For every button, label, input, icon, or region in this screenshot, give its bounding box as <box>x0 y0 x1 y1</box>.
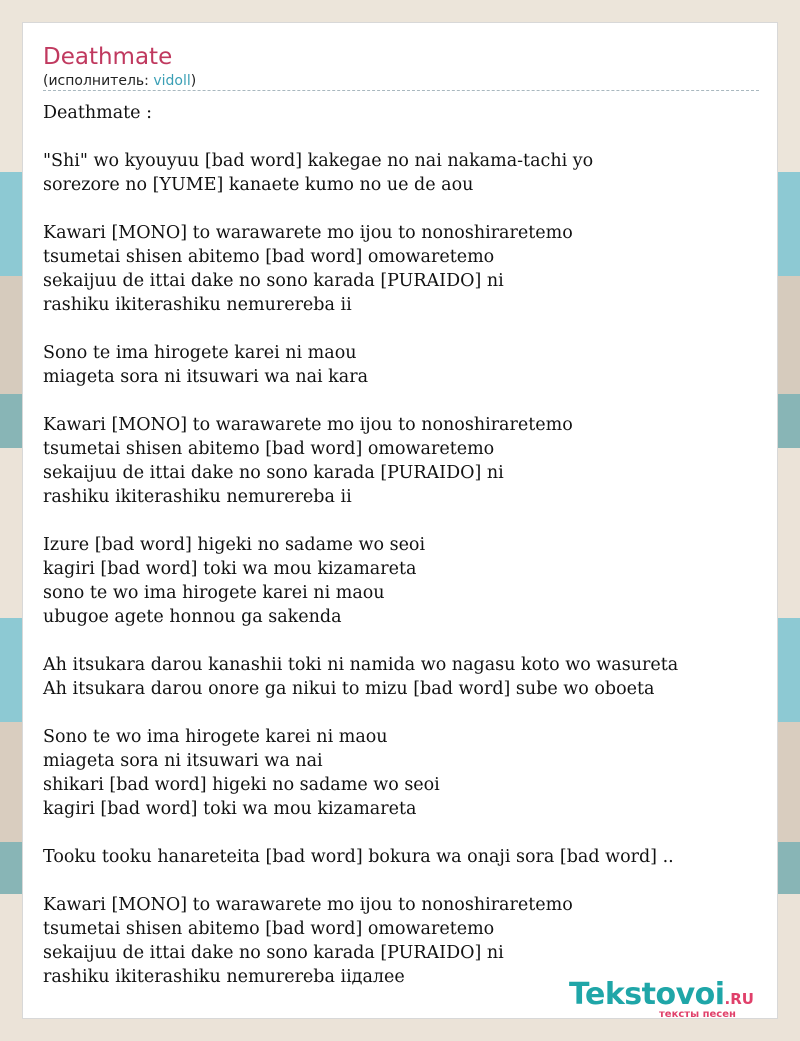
logo-tld: .RU <box>724 990 754 1008</box>
song-title: Deathmate <box>43 44 173 70</box>
logo-tagline: тексты песен <box>659 1009 736 1020</box>
artist-link[interactable]: vidoll <box>153 73 191 89</box>
logo-main-text: Tekstovoi <box>569 977 725 1012</box>
site-logo[interactable] <box>569 977 779 1021</box>
artist-suffix: ) <box>190 73 197 89</box>
title-divider <box>43 90 759 91</box>
artist-line <box>43 73 196 89</box>
lyrics-card <box>22 22 778 1019</box>
lyrics-text: Deathmate : "Shi" wo kyouyuu [bad word] kakegae no nai nakama-tachi yo sorezore no [YUME] kanaete kumo no ue de aou Kawari [MONO] to warawarete mo ijou to nonoshiraretemo tsumetai shisen abitemo [bad word] omowaretemo sekaijuu de ittai dake no sono karada [PURAIDO] ni rashiku ikiterashiku nemurereba ii Sono te ima hirogete karei ni maou miageta sora ni itsuwari wa nai kara Kawari [MONO] to warawarete mo ijou to nonoshiraretemo tsumetai shisen abitemo [bad word] omowaretemo sekaijuu de ittai dake no sono karada [PURAIDO] ni rashiku ikiterashiku nemurereba ii Izure [bad word] higeki no sadame wo seoi kagiri [bad word] toki wa mou kizamareta sono te wo ima hirogete karei ni maou ubugoe agete honnou ga sakenda Ah itsukara darou kanashii toki ni namida wo nagasu koto wo wasureta Ah itsukara darou onore ga nikui to mizu [bad word] sube wo oboeta Sono te wo ima hirogete karei ni maou miageta sora ni itsuwari wa nai shikari [bad word] higeki no sadame wo seoi kagiri [bad word] toki wa mou kizamareta Tooku tooku hanareteita [bad word] bokura wa onaji sora [bad word] .. Kawari [MONO] to warawarete mo ijou to nonoshiraretemo tsumetai shisen abitemo [bad word] omowaretemo sekaijuu de ittai dake no sono karada [PURAIDO] ni rashiku ikiterashiku nemurereba iiдалее <box>43 103 679 987</box>
artist-prefix: (исполнитель: <box>43 73 154 89</box>
